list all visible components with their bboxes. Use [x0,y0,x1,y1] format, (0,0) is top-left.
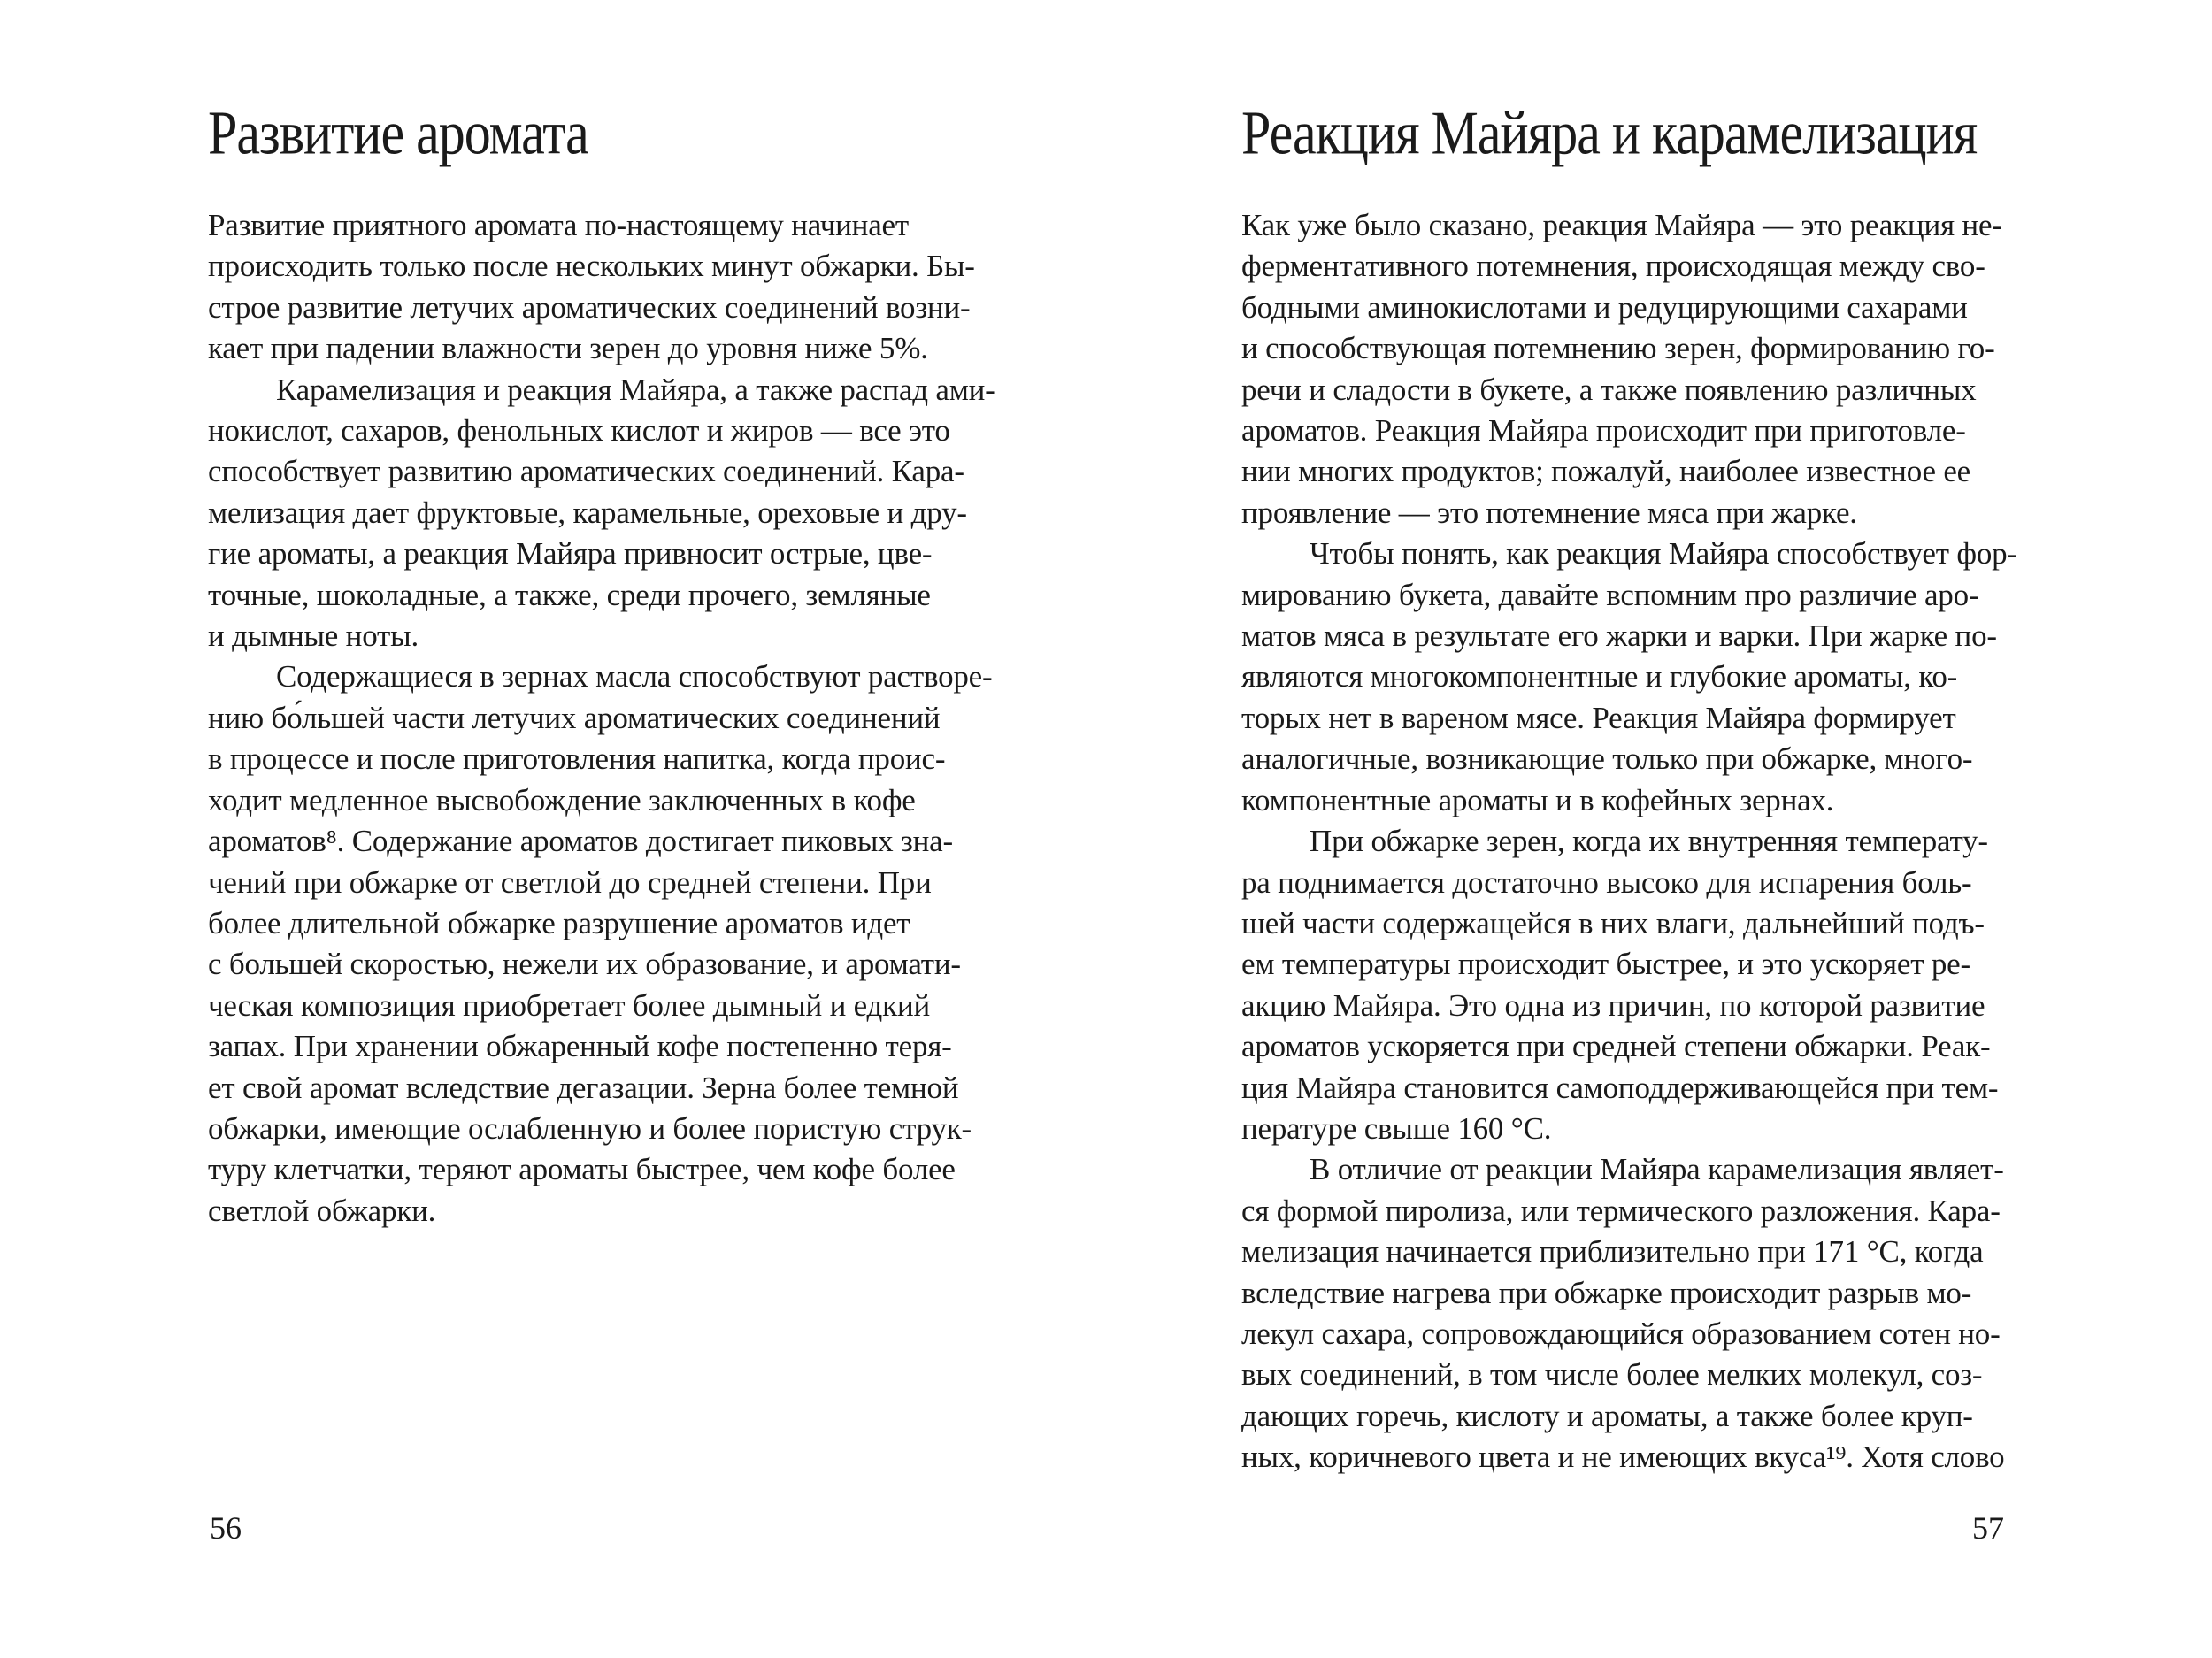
text-line: Карамелизация и реакция Майяра, а также распад ами- [276,372,995,407]
text-line: строе развитие летучих ароматических соединений возни- [208,289,971,325]
text-line: ет свой аромат вследствие дегазации. Зерна более темной [208,1070,959,1105]
right-page-title: Реакция Майяра и карамелизация [1241,99,1978,167]
text-line: Содержащиеся в зернах масла способствуют растворе- [276,659,993,695]
text-line: ра поднимается достаточно высоко для испарения боль- [1241,864,1972,900]
text-line: туру клетчатки, теряют ароматы быстрее, чем кофе более [208,1152,956,1187]
text-line: речи и сладости в букете, а также появлению различных [1241,372,1977,407]
text-line: ароматов⁸. Содержание ароматов достигает пиковых зна- [208,824,953,859]
text-line: нию бо́льшей части летучих ароматических соединений [208,700,941,735]
text-line: происходить только после нескольких минут обжарки. Бы- [208,249,975,284]
left-page-body [208,205,1015,1232]
text-line: нии многих продуктов; пожалуй, наиболее известное ее [1241,454,1970,489]
paragraph [1241,1149,2047,1478]
text-line: пературе свыше 160 °C. [1241,1110,1552,1146]
text-line: При обжарке зерен, когда их внутренняя температу- [1310,824,1988,859]
paragraph [1241,533,2047,821]
text-line: точные, шоколадные, а также, среди прочего, земляные [208,577,931,612]
paragraph [1241,205,2047,533]
text-line: светлой обжарки. [208,1193,436,1228]
paragraph [1241,821,2047,1149]
left-page-number: 56 [210,1510,242,1546]
right-page [1241,0,2047,1658]
left-page [208,0,1015,1658]
text-line: дающих горечь, кислоту и ароматы, а также более круп- [1241,1398,1973,1433]
text-line: торых нет в вареном мясе. Реакция Майяра формирует [1241,700,1956,735]
text-line: матов мяса в результате его жарки и варки. При жарке по- [1241,618,1997,654]
text-line: Развитие приятного аромата по-настоящему начинает [208,208,909,242]
text-line: гие ароматы, а реакция Майяра привносит острые, цве- [208,536,933,572]
text-line: акцию Майяра. Это одна из причин, по которой развитие [1241,987,1985,1023]
text-line: являются многокомпонентные и глубокие ароматы, ко- [1241,659,1958,695]
text-line: в процессе и после приготовления напитка, когда проис- [208,741,946,777]
text-line: лекул сахара, сопровождающийся образованием сотен но- [1241,1316,2001,1351]
text-line: чений при обжарке от светлой до средней степени. При [208,864,932,900]
text-line: ся формой пиролиза, или термического разложения. Кара- [1241,1193,2001,1228]
text-line: мелизация дает фруктовые, карамельные, ореховые и дру- [208,495,967,530]
text-line: бодными аминокислотами и редуцирующими сахарами [1241,289,1968,325]
text-line: проявление — это потемнение мяса при жарке. [1241,495,1857,530]
text-line: мированию букета, давайте вспомним про различие аро- [1241,577,1979,612]
left-page-title: Развитие аромата [208,99,588,167]
text-line: вых соединений, в том числе более мелких молекул, соз- [1241,1357,1983,1393]
text-line: нокислот, сахаров, фенольных кислот и жиров — все это [208,413,950,449]
paragraph [208,656,1015,1232]
text-line: ароматов. Реакция Майяра происходит при приготовле- [1241,413,1966,449]
text-line: шей части содержащейся в них влаги, дальнейший подъ- [1241,905,1985,940]
text-line: ем температуры происходит быстрее, и это ускоряет ре- [1241,947,1970,982]
text-line: способствует развитию ароматических соединений. Кара- [208,454,964,489]
right-page-body [1241,205,2047,1478]
text-line: ферментативного потемнения, происходящая между сво- [1241,249,1985,284]
text-line: ция Майяра становится самоподдерживающейся при тем- [1241,1070,1999,1105]
text-line: Как уже было сказано, реакция Майяра — это реакция не- [1241,208,2002,242]
right-page-number: 57 [1972,1510,2004,1546]
text-line: более длительной обжарке разрушение ароматов идет [208,905,910,940]
text-line: и способствующая потемнению зерен, формированию го- [1241,331,1995,366]
text-line: кает при падении влажности зерен до уровня ниже 5%. [208,331,928,366]
text-line: аналогичные, возникающие только при обжарке, много- [1241,741,1973,777]
text-line: вследствие нагрева при обжарке происходит разрыв мо- [1241,1275,1972,1310]
text-line: и дымные ноты. [208,618,419,654]
text-line: с большей скоростью, нежели их образование, и аромати- [208,947,961,982]
text-line: В отличие от реакции Майяра карамелизация являет- [1310,1152,2004,1187]
text-line: ных, коричневого цвета и не имеющих вкуса¹⁹. Хотя слово [1241,1439,2005,1475]
text-line: Чтобы понять, как реакция Майяра способствует фор- [1310,536,2017,572]
text-line: ческая композиция приобретает более дымный и едкий [208,987,931,1023]
paragraph [208,370,1015,657]
text-line: ароматов ускоряется при средней степени обжарки. Реак- [1241,1029,1991,1064]
text-line: компонентные ароматы и в кофейных зернах. [1241,782,1834,817]
text-line: запах. При хранении обжаренный кофе постепенно теря- [208,1029,952,1064]
paragraph [208,205,1015,370]
text-line: обжарки, имеющие ослабленную и более пористую струк- [208,1110,972,1146]
text-line: ходит медленное высвобождение заключенных в кофе [208,782,916,817]
text-line: мелизация начинается приблизительно при 171 °C, когда [1241,1234,1984,1270]
